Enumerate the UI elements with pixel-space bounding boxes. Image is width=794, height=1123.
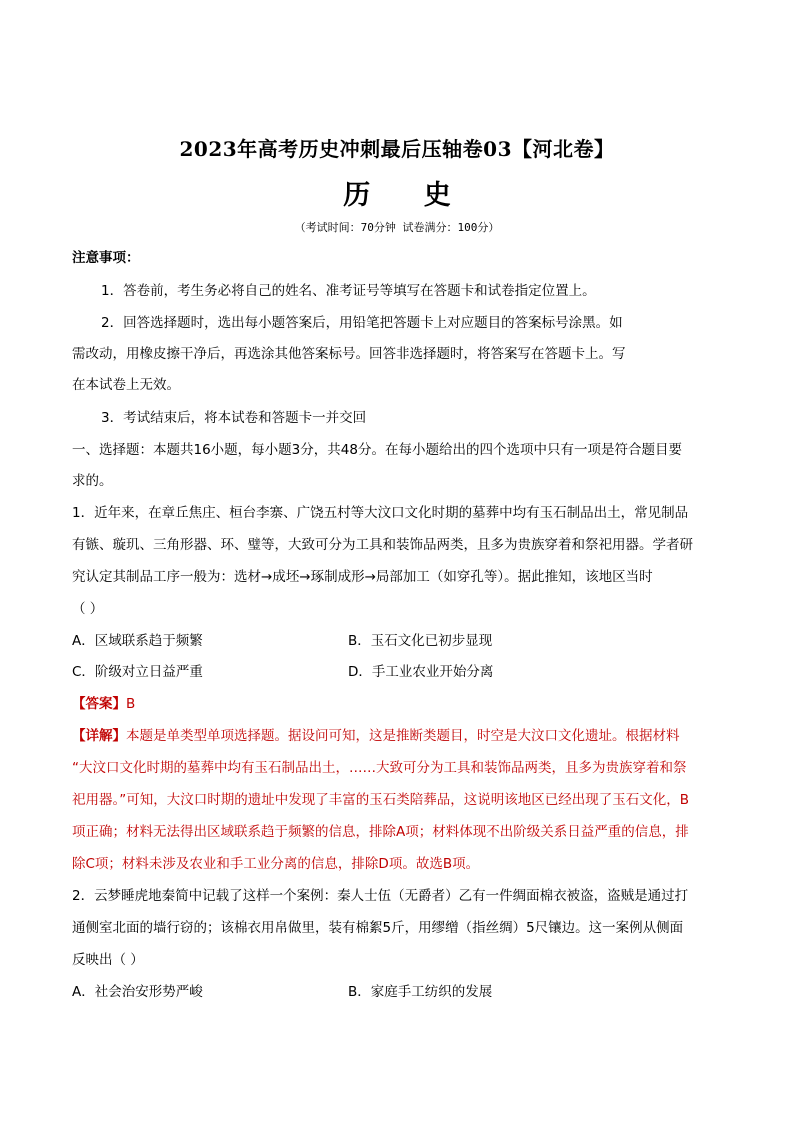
question-1-answer [72, 694, 135, 714]
question-1-detail [72, 726, 680, 746]
question-2-option-b: B．家庭手工纺织的发展 [348, 984, 493, 1000]
question-1-detail-cont: 除C项；材料未涉及农业和手工业分离的信息，排除D项。故选B项。 [72, 856, 480, 872]
detail-text: 本题是单类型单项选择题。据设问可知，这是推断类题目，时空是大汶口文化遗址。根据材料 [126, 728, 680, 744]
question-1-stem: 究认定其制品工序一般为：选材→成坯→琢制成形→局部加工（如穿孔等）。据此推知，该地区当时 [72, 569, 653, 585]
exam-title: 2023年高考历史冲刺最后压轴卷03【河北卷】 [179, 137, 615, 161]
question-1-option-b: B．玉石文化已初步显现 [348, 633, 493, 649]
question-2-stem: 通侧室北面的墙行窃的；该棉衣用帛做里，装有棉絮5斤，用缪缯（指丝绸）5尺镶边。这一案例从侧面 [72, 920, 684, 936]
question-1-option-c: C．阶级对立日益严重 [72, 664, 203, 680]
notice-item-2-cont: 在本试卷上无效。 [72, 377, 180, 393]
question-1-stem: 有镞、璇玑、三角形器、环、璧等，大致可分为工具和装饰品两类，且多为贵族穿着和祭祀用器。学者研 [72, 537, 693, 553]
notice-item-1: 1．答卷前，考生务必将自己的姓名、准考证号等填写在答题卡和试卷指定位置上。 [101, 283, 596, 299]
question-1-stem: 1．近年来，在章丘焦庄、桓台李寨、广饶五村等大汶口文化时期的墓葬中均有玉石制品出土，常见制品 [72, 505, 689, 521]
detail-tag: 【详解】 [72, 728, 126, 744]
question-2-stem: 反映出（ ） [72, 952, 144, 968]
notice-heading: 注意事项： [72, 250, 140, 266]
question-2-option-a: A．社会治安形势严峻 [72, 984, 203, 1000]
question-1-option-d: D．手工业农业开始分离 [348, 664, 494, 680]
question-1-detail-cont: “大汶口文化时期的墓葬中均有玉石制品出土，……大致可分为工具和装饰品两类，且多为贵族穿着和祭 [72, 760, 687, 776]
notice-item-2: 2．回答选择题时，选出每小题答案后，用铅笔把答题卡上对应题目的答案标号涂黑。如 [101, 315, 623, 331]
question-2-stem: 2．云梦睡虎地秦简中记载了这样一个案例：秦人士伍（无爵者）乙有一件绸面棉衣被盗，盗贼是通过打 [72, 888, 689, 904]
answer-tag: 【答案】 [72, 696, 126, 712]
question-1-blank: （ ） [72, 601, 104, 617]
section-instructions-cont: 求的。 [72, 473, 113, 489]
answer-value: B [126, 696, 136, 712]
exam-meta: （考试时间：70分钟 试卷满分：100分） [294, 221, 500, 234]
question-1-detail-cont: 项正确；材料无法得出区域联系趋于频繁的信息，排除A项；材料体现不出阶级关系日益严重的信息，排 [72, 824, 689, 840]
notice-item-3: 3．考试结束后，将本试卷和答题卡一并交回 [101, 410, 367, 426]
subject-heading: 历 史 [343, 180, 473, 211]
section-instructions: 一、选择题：本题共16小题，每小题3分，共48分。在每小题给出的四个选项中只有一项是符合题目要 [72, 442, 682, 458]
question-1-option-a: A．区域联系趋于频繁 [72, 633, 203, 649]
question-1-detail-cont: 祀用器。”可知，大汶口时期的遗址中发现了丰富的玉石类陪葬品，这说明该地区已经出现了玉石文化，B [72, 792, 690, 808]
notice-item-2-cont: 需改动，用橡皮擦干净后，再选涂其他答案标号。回答非选择题时，将答案写在答题卡上。写 [72, 346, 626, 362]
